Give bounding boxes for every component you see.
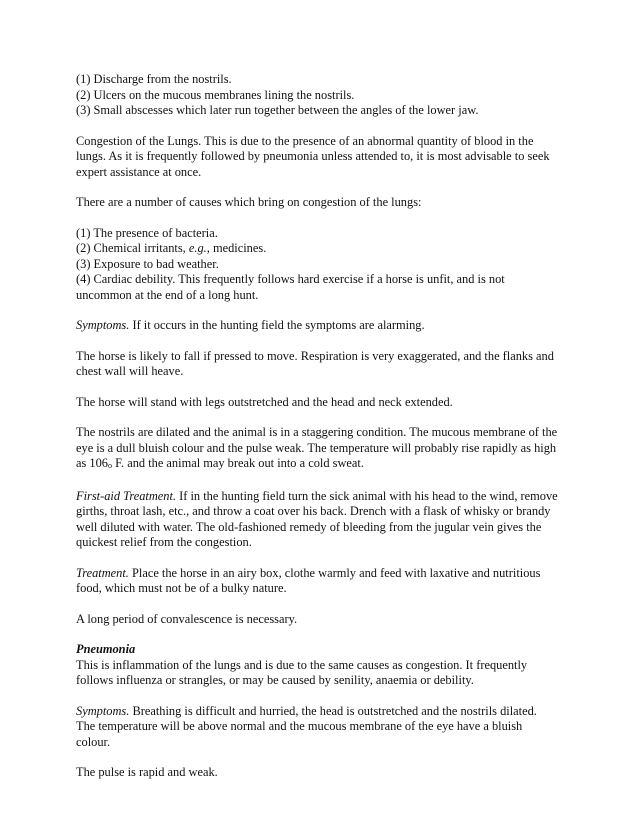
congestion-causes-list xyxy=(76,226,566,304)
stand-paragraph xyxy=(76,395,566,411)
paragraph-line xyxy=(76,704,566,720)
symptoms-label: Symptoms. xyxy=(76,703,130,718)
symptoms-label: Symptoms. xyxy=(76,318,130,332)
eg-abbreviation: e.g., xyxy=(188,241,210,255)
paragraph-line: well diluted with water. The old-fashioned remedy of bleeding from the jugular vein gives the xyxy=(76,519,542,534)
paragraph-line xyxy=(76,489,566,505)
pneumonia-heading: Pneumonia xyxy=(76,642,136,656)
nostrils-paragraph xyxy=(76,425,566,474)
first-aid-paragraph xyxy=(76,489,566,551)
paragraph-line: food, which must not be of a bulky nature. xyxy=(76,581,287,595)
symptoms-paragraph xyxy=(76,318,566,334)
paragraph-line: The temperature will be above normal and the mucous membrane of the eye have a bluish xyxy=(76,719,523,733)
paragraph-line: expert assistance at once. xyxy=(76,164,202,179)
paragraph-text: If it occurs in the hunting field the symptoms are alarming. xyxy=(129,318,425,332)
treatment-paragraph xyxy=(76,566,566,597)
congestion-intro-paragraph xyxy=(76,134,566,181)
pulse-paragraph xyxy=(76,765,566,781)
paragraph-line: A long period of convalescence is necessary. xyxy=(76,611,298,626)
convalescence-paragraph xyxy=(76,612,566,628)
paragraph-line: The horse is likely to fall if pressed to move. Respiration is very exaggerated, and the flanks and xyxy=(76,348,554,363)
paragraph-line: follows influenza or strangles, or may be caused by senility, anaemia or debility. xyxy=(76,673,474,687)
paragraph-line: This is inflammation of the lungs and is due to the same causes as congestion. It frequently xyxy=(76,657,528,672)
paragraph-line xyxy=(76,318,566,334)
list-item: (1) Discharge from the nostrils. xyxy=(76,72,232,86)
paragraph-line: There are a number of causes which bring on congestion of the lungs: xyxy=(76,195,422,209)
paragraph-text: Breathing is difficult and hurried, the head is outstretched and the nostrils dilated. xyxy=(129,703,537,718)
list-item-text: (2) Chemical irritants, xyxy=(76,241,189,255)
paragraph-text: as 106 xyxy=(76,456,109,470)
pneumonia-section xyxy=(76,642,566,689)
paragraph-line: quickest relief from the congestion. xyxy=(76,535,252,549)
treatment-label: Treatment. xyxy=(76,565,129,580)
list-item: (1) The presence of bacteria. xyxy=(76,225,218,240)
list-item: (2) Ulcers on the mucous membranes lining the nostrils. xyxy=(76,87,355,102)
list-item: (4) Cardiac debility. This frequently follows hard exercise if a horse is unfit, and is not xyxy=(76,272,505,286)
paragraph-line: Congestion of the Lungs. This is due to the presence of an abnormal quantity of blood in the xyxy=(76,133,534,148)
paragraph-line: The pulse is rapid and weak. xyxy=(76,765,218,779)
list-item: (3) Small abscesses which later run together between the angles of the lower jaw. xyxy=(76,103,479,117)
first-aid-label: First-aid Treatment. xyxy=(76,488,177,503)
causes-intro-paragraph xyxy=(76,195,566,211)
degree-subscript: o xyxy=(108,461,113,470)
paragraph-line: chest wall will heave. xyxy=(76,364,184,378)
list-item: (3) Exposure to bad weather. xyxy=(76,256,219,271)
paragraph-text: F. and the animal may break out into a cold sweat. xyxy=(112,456,364,470)
fall-paragraph xyxy=(76,349,566,380)
pneumonia-symptoms-paragraph xyxy=(76,704,566,751)
paragraph-line: The nostrils are dilated and the animal is in a staggering condition. The mucous membrane of the xyxy=(76,425,558,439)
paragraph-line: lungs. As it is frequently followed by pneumonia unless attended to, it is most advisable to seek xyxy=(76,149,550,163)
list-item xyxy=(76,241,566,257)
paragraph-line: girths, throat lash, etc., and throw a coat over his back. Drench with a flask of whisky or brandy xyxy=(76,504,551,518)
paragraph-line xyxy=(76,566,566,582)
paragraph-text: If in the hunting field turn the sick animal with his head to the wind, remove xyxy=(176,488,558,503)
document-page xyxy=(76,72,566,796)
list-item-continuation: uncommon at the end of a long hunt. xyxy=(76,287,259,302)
paragraph-line: colour. xyxy=(76,734,111,749)
paragraph-line xyxy=(76,456,566,474)
paragraph-line: eye is a dull bluish colour and the pulse weak. The temperature will probably rise rapidly as high xyxy=(76,440,557,455)
list-item-text: medicines. xyxy=(209,241,267,255)
paragraph-text: Place the horse in an airy box, clothe warmly and feed with laxative and nutritious xyxy=(128,565,541,580)
paragraph-line: The horse will stand with legs outstretched and the head and neck extended. xyxy=(76,394,453,409)
glanders-symptom-list xyxy=(76,72,566,119)
